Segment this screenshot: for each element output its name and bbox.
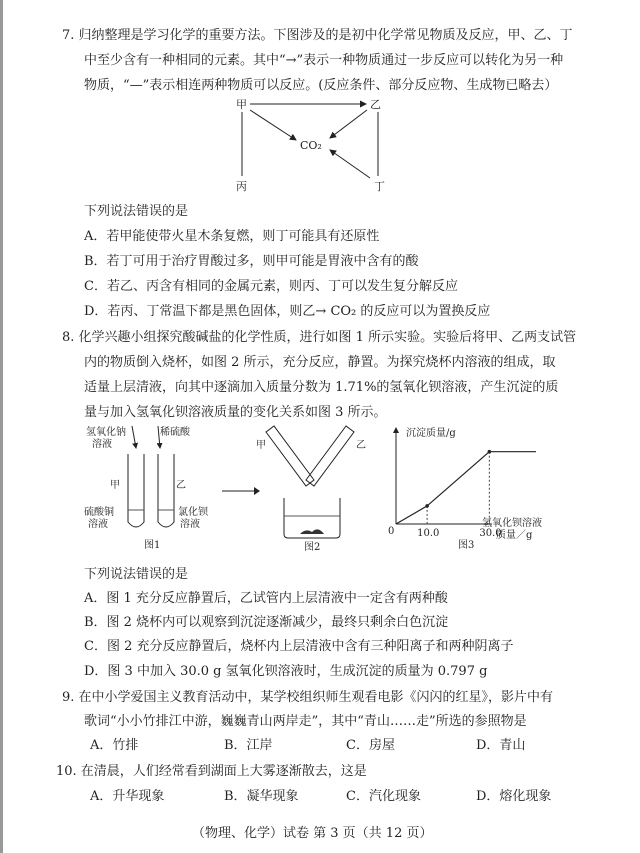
q7-stem: 下列说法错误的是 xyxy=(84,204,189,219)
diag-co2: CO₂ xyxy=(300,139,322,152)
fig1-tube-jia-label: 甲 xyxy=(110,480,120,491)
diag-bing: 丙 xyxy=(236,180,247,193)
fig1-naoh-arrow xyxy=(132,426,136,448)
fig1-test-tubes xyxy=(84,422,224,552)
fig1-tube-jia xyxy=(128,454,144,527)
arrow-yi-co2 xyxy=(330,110,367,138)
q8-line1: 8. 化学兴趣小组探究酸碱盐的化学性质，进行如图 1 所示实验。实验后将甲、乙两支试管 xyxy=(62,330,577,345)
fig2-tube-yi xyxy=(306,426,354,486)
q9-line1: 9. 在中小学爱国主义教育活动中，某学校组织师生观看电影《闪闪的红星》，影片中有 xyxy=(62,690,554,705)
page-footer: （物理、化学）试卷 第 3 页（共 12 页） xyxy=(192,826,433,841)
arrow-ding-co2 xyxy=(330,150,370,178)
fig2-yi-label: 乙 xyxy=(356,440,366,451)
fig1-cuso4-label2: 溶液 xyxy=(88,519,108,530)
fig2-tube-jia xyxy=(266,426,314,486)
q10-option-c: C．汽化现象 xyxy=(346,789,421,804)
q7-reaction-diagram xyxy=(232,96,402,196)
fig2-jia-label: 甲 xyxy=(256,440,266,451)
q10-option-b: B．凝华现象 xyxy=(224,789,299,804)
x-tick-label-0: 10.0 xyxy=(417,528,440,539)
chart-xlabel-1: 氢氧化钡溶液 xyxy=(482,518,542,529)
chart-xlabel-2: 质量／g xyxy=(496,530,533,541)
chart-origin: 0 xyxy=(388,526,395,537)
q8-option-d: D．图 3 中加入 30.0 g 氢氧化钡溶液时，生成沉淀的质量为 0.797 g xyxy=(84,664,488,679)
q10-line1: 10. 在清晨，人们经常看到湖面上大雾逐渐散去，这是 xyxy=(56,764,367,779)
q8-line3: 适量上层清液，向其中逐滴加入质量分数为 1.71%的氢氧化钡溶液，产生沉淀的质 xyxy=(84,380,559,395)
fig1-tube-yi xyxy=(158,454,174,527)
q7-option-d: D．若丙、丁常温下都是黑色固体，则乙→ CO₂ 的反应可以为置换反应 xyxy=(84,304,491,319)
data-point-1 xyxy=(488,450,492,454)
data-point-0 xyxy=(425,504,429,508)
precipitate-series-line xyxy=(396,452,536,524)
q7-option-b: B．若丁可用于治疗胃酸过多，则甲可能是胃液中含有的酸 xyxy=(84,254,419,269)
x-tick-label-1: 30.0 xyxy=(479,528,502,539)
q8-option-c: C．图 2 充分反应静置后，烧杯内上层清液中含有三种阳离子和两种阴离子 xyxy=(84,639,514,654)
fig2-beaker xyxy=(244,420,374,552)
q10-option-d: D．熔化现象 xyxy=(476,789,552,804)
q10-option-a: A．升华现象 xyxy=(90,789,165,804)
fig1-cuso4-label1: 硫酸铜 xyxy=(84,507,114,518)
fig1-acid-label: 稀硫酸 xyxy=(160,427,190,438)
fig1-naoh-label2: 溶液 xyxy=(92,439,112,450)
fig3-chart xyxy=(384,420,564,554)
q8-stem: 下列说法错误的是 xyxy=(84,567,189,582)
diag-ding: 丁 xyxy=(374,180,385,193)
q7-line1: 7. 归纳整理是学习化学的重要方法。下图涉及的是初中化学常见物质及反应，甲、乙、丁 xyxy=(62,28,573,43)
q8-option-b: B．图 2 烧杯内可以观察到沉淀逐渐减少，最终只剩余白色沉淀 xyxy=(84,615,449,630)
q9-option-a: A．竹排 xyxy=(90,738,139,753)
arrow-jia-co2 xyxy=(250,110,296,140)
q8-option-a: A．图 1 充分反应静置后，乙试管内上层清液中一定含有两种酸 xyxy=(84,591,448,606)
fig2-precipitate xyxy=(300,529,324,534)
fig2-caption: 图2 xyxy=(304,542,321,552)
diag-jia: 甲 xyxy=(236,98,247,111)
chart-ylabel: 沉淀质量/g xyxy=(406,428,456,439)
fig1-tube-yi-label: 乙 xyxy=(176,480,186,491)
q7-line2: 中至少含有一种相同的元素。其中“→”表示一种物质通过一步反应可以转化为另一种 xyxy=(84,53,564,68)
q7-option-c: C．若乙、丙含有相同的金属元素，则丙、丁可以发生复分解反应 xyxy=(84,279,458,294)
fig1-bacl2-label1: 氯化钡 xyxy=(178,507,208,518)
q7-option-a: A．若甲能使带火星木条复燃，则丁可能具有还原性 xyxy=(84,229,380,244)
fig1-naoh-label1: 氢氧化钠 xyxy=(86,427,126,438)
q9-option-c: C．房屋 xyxy=(346,738,395,753)
fig1-bacl2-label2: 溶液 xyxy=(180,519,200,530)
q9-line2: 歌词“小小竹排江中游，巍巍青山两岸走”，其中“青山……走”所选的参照物是 xyxy=(84,714,527,729)
diag-yi: 乙 xyxy=(370,98,381,111)
q7-line3: 物质，“—”表示相连两种物质可以反应。(反应条件、部分反应物、生成物已略去） xyxy=(84,78,558,93)
q8-line2: 内的物质倒入烧杯，如图 2 所示，充分反应，静置。为探究烧杯内溶液的组成，取 xyxy=(84,355,556,370)
q9-option-d: D．青山 xyxy=(476,738,526,753)
q8-line4: 量与加入氢氧化钡溶液质量的变化关系如图 3 所示。 xyxy=(84,405,387,420)
q9-option-b: B．江岸 xyxy=(224,738,273,753)
chart-caption: 图3 xyxy=(458,540,475,551)
page-edge xyxy=(0,0,3,853)
fig1-caption: 图1 xyxy=(144,540,161,551)
